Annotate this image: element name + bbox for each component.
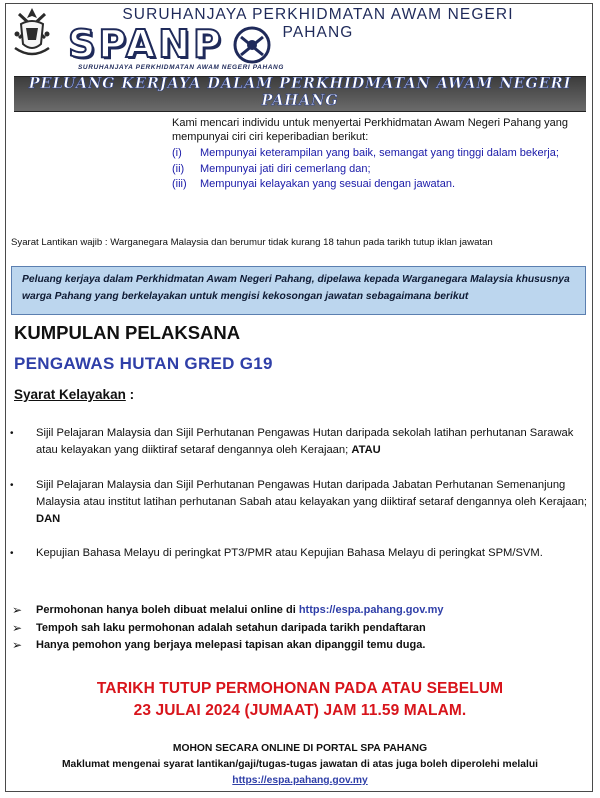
bullet-icon: • <box>10 480 14 491</box>
logo-tagline: SURUHANJAYA PERKHIDMATAN AWAM NEGERI PAHANG <box>78 64 284 71</box>
spanp-emblem-icon <box>232 25 272 65</box>
footer-line-1: MOHON SECARA ONLINE DI PORTAL SPA PAHANG <box>172 743 428 754</box>
note-item <box>12 602 587 620</box>
qualifications-heading-colon: : <box>125 387 135 402</box>
traits-list <box>172 146 584 193</box>
spanp-logo-text: SPANP <box>68 22 224 66</box>
qualification-text: Kepujian Bahasa Melayu di peringkat PT3/PMR atau Kepujian Bahasa Melayu di peringkat SPM/SVM. <box>36 547 543 559</box>
note-text: Tempoh sah laku permohonan adalah setahun daripada tarikh pendaftaran <box>36 621 426 634</box>
invitation-callout: Peluang kerjaya dalam Perkhidmatan Awam Negeri Pahang, dipelawa kepada Warganegara Malaysia khususnya warga Pahang yang berkelayakan untuk mengisi kekosongan jawatan sebagaimana berikut <box>11 266 586 315</box>
trait-number: (i) <box>172 147 182 159</box>
footer <box>0 741 600 789</box>
qualifications-list <box>10 425 590 580</box>
bullet-icon: • <box>10 548 14 559</box>
trait-text: Mempunyai kelayakan yang sesuai dengan jawatan. <box>200 178 455 190</box>
deadline-line-2: 23 JULAI 2024 (JUMAAT) JAM 11.59 MALAM. <box>133 702 467 719</box>
organization-name: SURUHANJAYA PERKHIDMATAN AWAM NEGERI PAHANG <box>122 6 514 41</box>
qualifications-heading <box>14 387 134 402</box>
qualification-item <box>10 477 590 528</box>
closing-date-notice <box>0 678 600 722</box>
trait-text: Mempunyai keterampilan yang baik, semangat yang tinggi dalam bekerja; <box>200 147 559 159</box>
trait-text: Mempunyai jati diri cemerlang dan; <box>200 162 371 175</box>
post-title: PENGAWAS HUTAN GRED G19 <box>14 354 273 373</box>
qualifications-heading-label: Syarat Kelayakan <box>14 387 126 402</box>
note-item <box>12 637 587 655</box>
application-notes <box>12 602 587 655</box>
banner-title: PELUANG KERJAYA DALAM PERKHIDMATAN AWAM NEGERI PAHANG <box>28 76 572 109</box>
arrow-bullet-icon: ➢ <box>12 603 23 617</box>
trait-item <box>172 146 584 162</box>
note-text: Permohonan hanya boleh dibuat melalui online di <box>36 604 299 616</box>
state-crest-icon <box>9 4 55 62</box>
arrow-bullet-icon: ➢ <box>12 638 23 652</box>
trait-item <box>172 177 584 193</box>
service-group-heading: KUMPULAN PELAKSANA <box>14 322 241 343</box>
trait-number: (iii) <box>172 178 187 190</box>
trait-number: (ii) <box>172 162 185 175</box>
trait-item <box>172 162 584 178</box>
qualification-text: Sijil Pelajaran Malaysia dan Sijil Perhutanan Pengawas Hutan daripada Jabatan Perhutanan Semenanjung Malaysia atau institut latihan perhutanan Sabah atau kelayakan yang diiktiraf setaraf dengannya oleh Kerajaan; <box>36 479 588 508</box>
career-banner <box>14 76 586 112</box>
arrow-bullet-icon: ➢ <box>12 620 23 635</box>
deadline-line-1: TARIKH TUTUP PERMOHONAN PADA ATAU SEBELUM <box>96 680 504 697</box>
qualification-text: Sijil Pelajaran Malaysia dan Sijil Perhutanan Pengawas Hutan daripada sekolah latihan perhutanan Sarawak atau kelayakan yang diiktiraf setaraf dengannya oleh Kerajaan; <box>36 427 574 456</box>
qualification-item <box>10 545 590 562</box>
bullet-icon: • <box>10 428 14 439</box>
portal-link[interactable]: https://espa.pahang.gov.my <box>298 604 444 616</box>
mandatory-requirement: Syarat Lantikan wajib : Warganegara Malaysia dan berumur tidak kurang 18 tahun pada tarikh tutup iklan jawatan <box>11 237 493 248</box>
footer-line-2: Maklumat mengenai syarat lantikan/gaji/tugas-tugas jawatan di atas juga boleh diperolehi melalui <box>61 759 539 770</box>
qualification-connector: ATAU <box>351 444 381 456</box>
note-item <box>12 620 587 638</box>
note-text: Hanya pemohon yang berjaya melepasi tapisan akan dipanggil temu duga. <box>36 639 426 651</box>
qualification-item <box>10 425 590 459</box>
qualification-connector: DAN <box>36 513 61 525</box>
footer-portal-link[interactable]: https://espa.pahang.gov.my <box>232 775 368 786</box>
intro-text: Kami mencari individu untuk menyertai Perkhidmatan Awam Negeri Pahang yang mempunyai ciri ciri keperibadian berikut: <box>172 117 569 143</box>
